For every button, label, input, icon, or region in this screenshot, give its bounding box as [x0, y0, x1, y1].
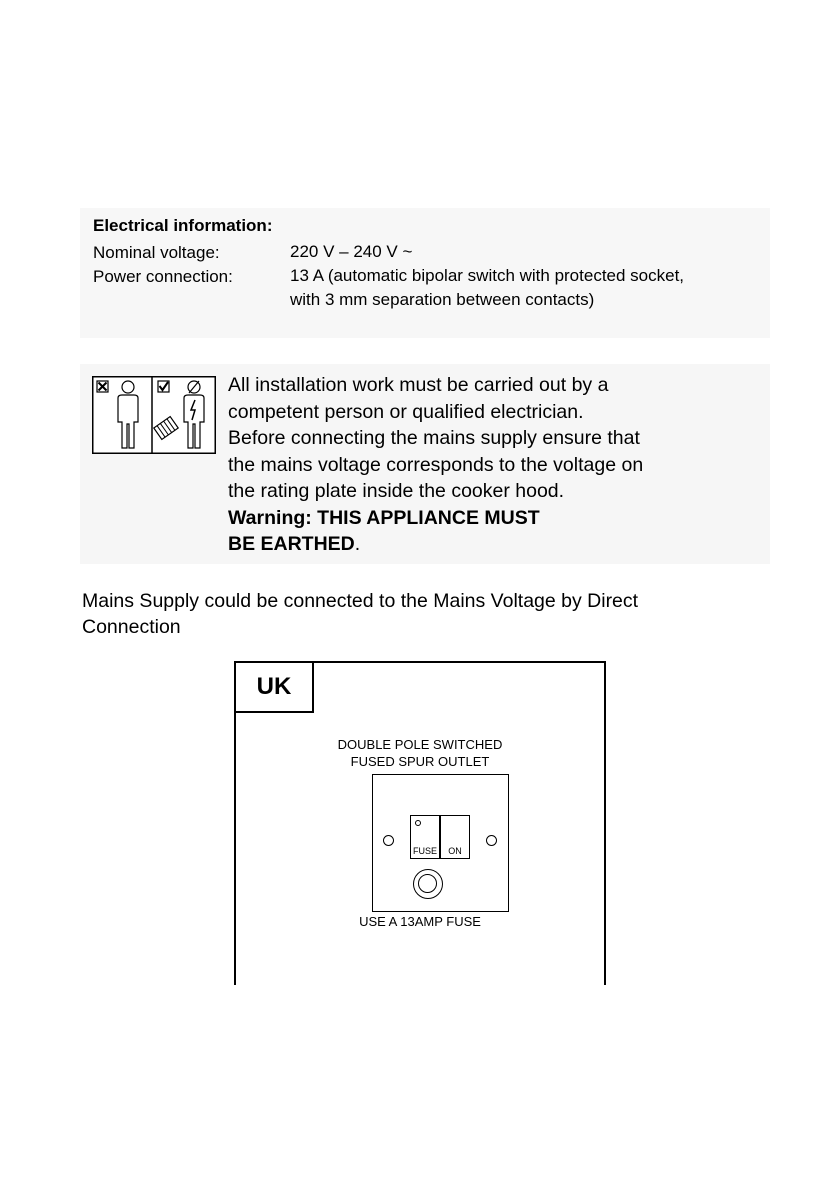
warning-earthed-bold: BE EARTHED — [228, 533, 355, 555]
on-switch — [440, 815, 470, 859]
uk-region-label: UK — [236, 663, 314, 713]
warning-line-5: the rating plate inside the cooker hood. — [228, 480, 565, 502]
power-connection-label: Power connection: — [93, 267, 233, 286]
warning-earthed-period: . — [354, 533, 361, 555]
fuse-indicator-icon — [415, 820, 421, 826]
mains-supply-paragraph — [82, 588, 782, 640]
installation-warning-text — [228, 372, 768, 558]
electrical-information-section — [80, 208, 770, 338]
mains-supply-line-1: Mains Supply could be connected to the Mains Voltage by Direct — [82, 590, 639, 612]
warning-line-2: competent person or qualified electrician. — [228, 400, 584, 423]
warning-line-4: the mains voltage corresponds to the voltage on — [228, 453, 644, 476]
warning-earthed-line-1: Warning: THIS APPLIANCE MUST — [228, 506, 540, 529]
warning-earthed-line-2 — [228, 531, 768, 558]
fuse-caption: USE A 13AMP FUSE — [359, 914, 481, 929]
right-screw-icon — [486, 835, 497, 846]
uk-fused-spur-diagram — [234, 661, 606, 985]
spur-outlet-plate — [372, 774, 509, 912]
fuse-label: FUSE — [412, 846, 437, 856]
power-connection-line-1: 13 A (automatic bipolar switch with protected socket, — [290, 266, 685, 285]
nominal-voltage-value: 220 V – 240 V ~ — [290, 242, 413, 261]
mains-supply-line-2: Connection — [82, 616, 181, 638]
qualified-electrician-icon — [92, 376, 216, 454]
spur-title-line-2: FUSED SPUR OUTLET — [350, 754, 490, 769]
installation-warning-section — [80, 364, 770, 564]
spur-title-line-1: DOUBLE POLE SWITCHED — [337, 737, 503, 752]
warning-line-3: Before connecting the mains supply ensure that — [228, 427, 640, 449]
warning-line-1: All installation work must be carried out by a — [228, 374, 609, 396]
cable-outlet-icon — [413, 869, 443, 899]
power-connection-line-2: with 3 mm separation between contacts) — [290, 290, 595, 309]
left-screw-icon — [383, 835, 394, 846]
on-label: ON — [448, 846, 462, 856]
nominal-voltage-label: Nominal voltage: — [93, 243, 220, 262]
fuse-carrier — [410, 815, 440, 859]
power-connection-value — [290, 264, 684, 312]
electrical-information-title: Electrical information: — [93, 216, 273, 235]
